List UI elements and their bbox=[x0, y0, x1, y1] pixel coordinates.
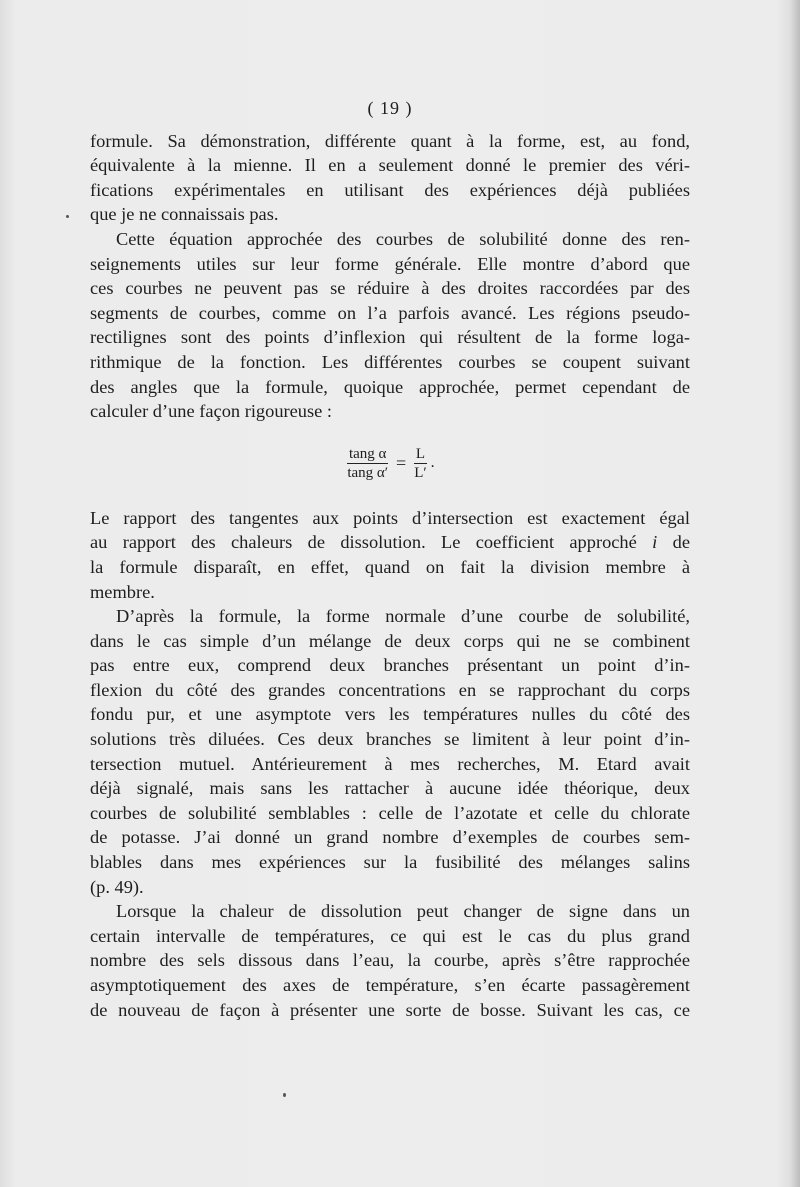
text-line-with-italic bbox=[90, 530, 690, 555]
text-line: tersection mutuel. Antérieurement à mes recherches, M. Etard avait bbox=[90, 753, 690, 774]
text-line: (p. 49). bbox=[90, 876, 144, 897]
text-line: de potasse. J’ai donné un grand nombre d’exemples de courbes sem- bbox=[90, 827, 690, 848]
text-line: segments de courbes, comme on l’a parfois avancé. Les régions pseudo- bbox=[90, 302, 690, 323]
fraction-tangents bbox=[345, 445, 390, 482]
paragraph-2 bbox=[90, 227, 690, 424]
text-line: fondu pur, et une asymptote vers les températures nulles du côté des bbox=[90, 704, 690, 725]
text-line: équivalente à la mienne. Il en a seulement donné le premier des véri- bbox=[90, 155, 690, 176]
text-line: rithmique de la fonction. Les différentes courbes se coupent suivant bbox=[90, 351, 690, 372]
text-line: rectilignes sont des points d’inflexion qui résultent de la forme loga- bbox=[90, 327, 690, 348]
text-line: certain intervalle de températures, ce qui est le cas du plus grand bbox=[90, 925, 690, 946]
tangent-ratio-formula bbox=[90, 426, 690, 502]
fraction-heats bbox=[412, 445, 428, 482]
text-fragment: au rapport des chaleurs de dissolution. Le coefficient approché bbox=[90, 532, 637, 553]
paragraph-4 bbox=[90, 604, 690, 899]
text-line: dans le cas simple d’un mélange de deux corps qui ne se combinent bbox=[90, 630, 690, 651]
text-line: de nouveau de façon à présenter une sorte de bosse. Suivant les cas, ce bbox=[90, 999, 690, 1020]
italic-coefficient-i: i bbox=[652, 532, 658, 553]
text-line: flexion du côté des grandes concentrations en se rapprochant du corps bbox=[90, 679, 690, 700]
text-line: Lorsque la chaleur de dissolution peut changer de signe dans un bbox=[116, 901, 690, 922]
formula-period: . bbox=[430, 454, 435, 472]
text-line: pas entre eux, comprend deux branches présentant un point d’in- bbox=[90, 655, 690, 676]
text-fragment: de bbox=[672, 532, 690, 553]
ink-speck bbox=[283, 1093, 286, 1097]
text-line: fications expérimentales en utilisant des expériences déjà publiées bbox=[90, 179, 690, 200]
text-line: D’après la formule, la forme normale d’une courbe de solubilité, bbox=[116, 606, 690, 627]
denominator-L-prime: L′ bbox=[414, 465, 427, 482]
text-line: Le rapport des tangentes aux points d’intersection est exactement égal bbox=[90, 507, 690, 528]
text-line: que je ne connaissais pas. bbox=[90, 204, 279, 225]
denominator-tang-alpha-prime: tang α′ bbox=[347, 465, 389, 482]
ink-speck bbox=[66, 215, 69, 218]
page-edge-shadow bbox=[790, 0, 800, 1187]
text-line: la formule disparaît, en effet, quand on fait la division membre à bbox=[90, 556, 690, 577]
text-line: nombre des sels dissous dans l’eau, la courbe, après s’être rapprochée bbox=[90, 950, 690, 971]
numerator-L: L bbox=[415, 446, 426, 463]
text-line: courbes de solubilité semblables : celle de l’azotate et celle du chlorate bbox=[90, 802, 690, 823]
paragraph-3 bbox=[90, 506, 690, 604]
text-line: membre. bbox=[90, 581, 155, 602]
text-line: des angles que la formule, quoique approchée, permet cependant de bbox=[90, 376, 690, 397]
equals-sign: = bbox=[396, 453, 407, 474]
paragraph-5 bbox=[90, 899, 690, 1022]
page-number: ( 19 ) bbox=[367, 98, 413, 118]
text-line: solutions très diluées. Ces deux branches se limitent à leur point d’in- bbox=[90, 729, 690, 750]
text-line: blables dans mes expériences sur la fusibilité des mélanges salins bbox=[90, 852, 690, 873]
paragraph-1 bbox=[90, 129, 690, 227]
text-line: asymptotiquement des axes de température, s’en écarte passagèrement bbox=[90, 975, 690, 995]
document-page bbox=[90, 96, 690, 1022]
text-line: calculer d’une façon rigoureuse : bbox=[90, 401, 333, 422]
numerator-tang-alpha: tang α bbox=[348, 446, 387, 463]
text-line: seignements utiles sur leur forme générale. Elle montre d’abord que bbox=[90, 253, 690, 274]
text-line: déjà signalé, mais sans les rattacher à aucune idée théorique, deux bbox=[90, 778, 690, 799]
text-line: Cette équation approchée des courbes de solubilité donne des ren- bbox=[116, 228, 690, 249]
text-line: formule. Sa démonstration, différente quant à la forme, est, au fond, bbox=[90, 130, 690, 151]
text-line: ces courbes ne peuvent pas se réduire à des droites raccordées par des bbox=[90, 278, 690, 299]
